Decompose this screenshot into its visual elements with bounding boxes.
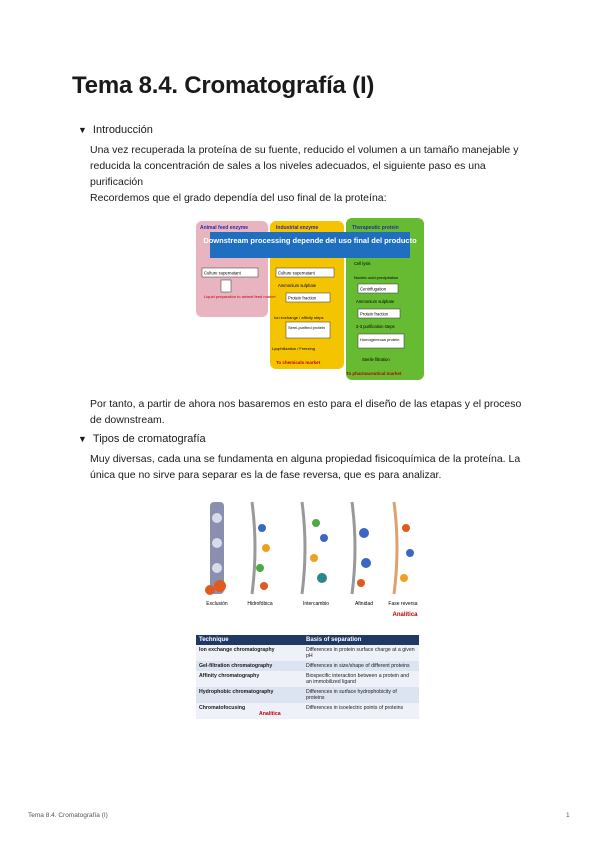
step: Lyophilization / Freezing [272, 346, 315, 351]
step: Liquid preparation to animal feed market [204, 294, 276, 299]
toggle-label: Tipos de cromatografía [92, 433, 206, 445]
step: Semi-purified protein [288, 325, 325, 330]
step: 2-3 purification steps [356, 324, 395, 329]
step: To pharmaceutical market [346, 371, 402, 376]
paragraph: Por tanto, a partir de ahora nos basaremos en esto para el diseño de las etapas y el proceso de downstream. [90, 398, 522, 426]
step: To chemicals market [276, 360, 321, 365]
chromatography-types-figure [196, 498, 424, 622]
table-header: Basis of separation [303, 635, 419, 645]
table-header: Technique [196, 635, 303, 645]
step: Nucleic acid precipitation [354, 275, 399, 280]
column-title: Industrial enzyme [276, 225, 319, 231]
table-row: Gel-filtration chromatography Differences in size/shape of different proteins [196, 661, 419, 671]
paragraph: Una vez recuperada la proteína de su fuente, reducido el volumen a un tamaño manejable y reducida la concentración de sales a los niveles adecuados, el siguiente paso es una purificación [90, 144, 519, 188]
step: Culture supernatant [278, 270, 315, 276]
figure-label: Afinidad [354, 601, 374, 607]
triangle-down-icon: ▼ [78, 125, 87, 135]
table-row: Hydrophobic chromatography Differences in surface hydrophobicity of proteins [196, 687, 419, 703]
paragraph: Recordemos que el grado dependía del uso final de la proteína: [90, 192, 387, 204]
page-number: 1 [566, 812, 570, 819]
banner-text: Downstream processing depende del uso final del producto [203, 236, 417, 245]
downstream-figure [196, 218, 424, 380]
step: Cell lysis [354, 261, 371, 266]
step: Protein fraction [288, 295, 317, 301]
table-row: Affinity chromatography Biospecific interaction between a protein and an immobilized ligand [196, 671, 419, 687]
column-title: Animal feed enzyme [200, 225, 249, 231]
figure-label: Hidrofóbica [247, 601, 273, 607]
techniques-table [196, 635, 419, 719]
table-row: Chromatofocusing Analítica Differences in isoelectric points of proteins [196, 703, 419, 719]
analitica-note: Analítica [259, 711, 281, 717]
step: Ion exchange / affinity steps [274, 315, 324, 320]
figure-label: Fase reversa [388, 601, 418, 607]
step: Culture supernatant [204, 270, 241, 276]
step: Protein fraction [360, 311, 389, 317]
paragraph: Muy diversas, cada una se fundamenta en alguna propiedad fisicoquímica de la proteína. La única que no sirve para separar es la de fase reversa, que es para analizar. [90, 453, 521, 481]
triangle-down-icon: ▼ [78, 434, 87, 444]
figure-label: Intercambio [302, 601, 330, 607]
step: Sterile filtration [362, 357, 390, 362]
analitica-note: Analítica [392, 612, 418, 618]
column-title: Therapeutic protein [352, 225, 399, 231]
toggle-label: Introducción [92, 124, 153, 136]
toggle-tipos[interactable] [78, 433, 206, 445]
toggle-introduccion[interactable] [78, 124, 153, 136]
figure-label: Exclusión [206, 601, 228, 607]
step: Centrifugation [360, 286, 387, 292]
page-title: Tema 8.4. Cromatografía (I) [72, 72, 375, 99]
table-row: Ion exchange chromatography Differences in protein surface charge at a given pH [196, 645, 419, 661]
step: Homogeneous protein [360, 337, 400, 342]
step: Ammonium sulphate [356, 299, 395, 304]
footer-title: Tema 8.4. Cromatografía (I) [28, 812, 108, 819]
step: Ammonium sulphate [278, 283, 317, 288]
